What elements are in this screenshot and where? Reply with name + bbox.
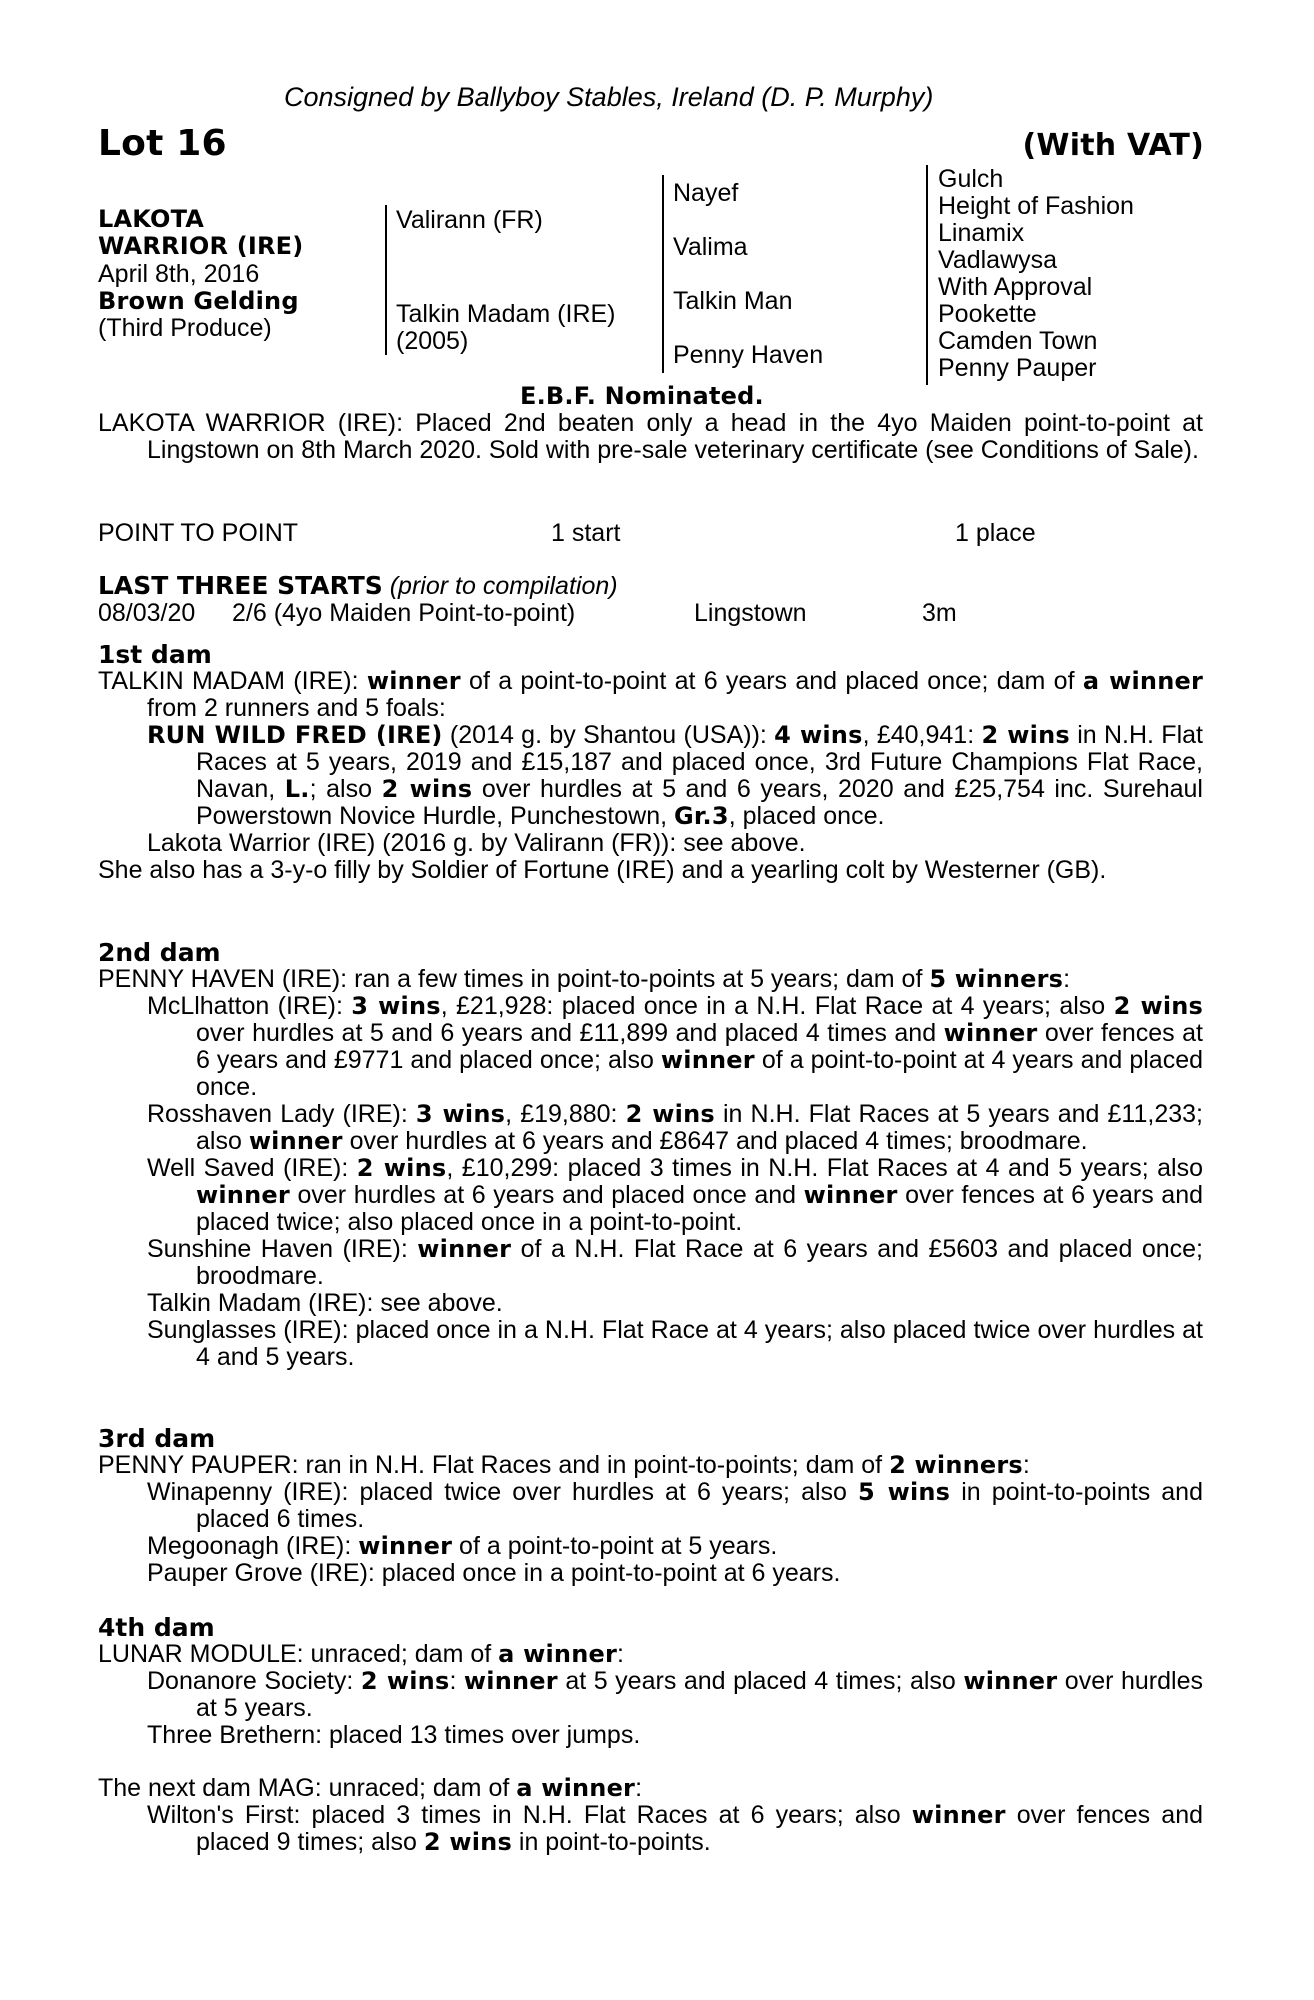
dam2-progeny-sunglasses: Sunglasses (IRE): placed once in a N.H. Flat Race at 4 years; also placed twice over hurdles at 4 and 5 years. <box>147 1316 1203 1371</box>
record-starts: 1 start <box>551 519 621 547</box>
dam3-progeny-winapenny: Winapenny (IRE): placed twice over hurdles at 6 years; also 5 wins in point-to-points and placed 6 times. <box>147 1478 1203 1533</box>
pedigree-gen3-4: Vadlawysa <box>938 246 1058 274</box>
pedigree-bracket-3 <box>926 165 928 385</box>
next-dam-summary: The next dam MAG: unraced; dam of a winner: <box>98 1774 643 1802</box>
dam2-progeny-talkin-madam: Talkin Madam (IRE): see above. <box>147 1289 503 1317</box>
dam2-summary: PENNY HAVEN (IRE): ran a few times in point-to-points at 5 years; dam of 5 winners: <box>98 965 1071 993</box>
foaling-date: April 8th, 2016 <box>98 260 260 288</box>
dam2-section <box>98 939 1203 1371</box>
dam4-heading: 4th dam <box>98 1613 215 1642</box>
pedigree-gen3-2: Height of Fashion <box>938 192 1134 220</box>
dam2-progeny-mcllhatton: McLlhatton (IRE): 3 wins, £21,928: placed once in a N.H. Flat Race at 4 years; also 2 wins over hurdles at 5 and 6 years and £11,899 and placed 4 times and winner over fences at 6 years and £9771 and placed once; also winner of a point-to-point at 4 years and placed once. <box>147 992 1204 1101</box>
dam1-heading: 1st dam <box>98 640 212 669</box>
pedigree-bracket-2 <box>662 175 664 373</box>
dam2-heading: 2nd dam <box>98 938 221 967</box>
pedigree-gen3-1: Gulch <box>938 165 1004 193</box>
start-distance: 3m <box>922 599 957 627</box>
pedigree-gen3-8: Penny Pauper <box>938 354 1097 382</box>
next-dam-section <box>98 1775 1203 1856</box>
dam3-summary: PENNY PAUPER: ran in N.H. Flat Races and in point-to-points; dam of 2 winners: <box>98 1451 1030 1479</box>
dam2-progeny-sunshine-haven: Sunshine Haven (IRE): winner of a N.H. Flat Race at 6 years and £5603 and placed once; broodmare. <box>147 1235 1203 1290</box>
start-result: 2/6 (4yo Maiden Point-to-point) <box>232 599 576 627</box>
start-date: 08/03/20 <box>98 599 196 627</box>
horse-name-line1: LAKOTA <box>98 205 205 233</box>
horse-sex: Brown Gelding <box>98 287 299 315</box>
last-three-heading: LAST THREE STARTS (prior to compilation) <box>98 571 618 600</box>
dam1-section <box>98 641 1203 884</box>
dam1-progeny-lakota: Lakota Warrior (IRE) (2016 g. by Valirann (FR)): see above. <box>147 829 806 857</box>
dam2-progeny-well-saved: Well Saved (IRE): 2 wins, £10,299: placed 3 times in N.H. Flat Races at 4 and 5 years; also winner over hurdles at 6 years and placed once and winner over fences at 6 years and placed twice; also placed once in a point-to-point. <box>147 1154 1204 1236</box>
pedigree-sire: Valirann (FR) <box>396 206 543 234</box>
pedigree-gen3-6: Pookette <box>938 300 1037 328</box>
lot-number: Lot 16 <box>98 123 227 164</box>
dam1-summary: TALKIN MADAM (IRE): winner of a point-to-point at 6 years and placed once; dam of a winner from 2 runners and 5 foals: <box>98 667 1203 722</box>
pedigree-bracket-1 <box>385 205 387 355</box>
pedigree-dam: Talkin Madam (IRE) <box>396 300 616 328</box>
dam1-also: She also has a 3-y-o filly by Soldier of Fortune (IRE) and a yearling colt by Westerner (GB). <box>98 856 1107 884</box>
dam4-progeny-donanore-society: Donanore Society: 2 wins: winner at 5 years and placed 4 times; also winner over hurdles at 5 years. <box>147 1667 1203 1722</box>
start-course: Lingstown <box>694 599 807 627</box>
dam3-progeny-pauper-grove: Pauper Grove (IRE): placed once in a point-to-point at 6 years. <box>147 1559 841 1587</box>
dam1-progeny-run-wild-fred: RUN WILD FRED (IRE) (2014 g. by Shantou (USA)): 4 wins, £40,941: 2 wins in N.H. Flat Races at 5 years, 2019 and £15,187 and placed once, 3rd Future Champions Flat Race, Navan, L.; also 2 wins over hurdles at 5 and 6 years, 2020 and £25,754 inc. Surehaul Powerstown Novice Hurdle, Punchestown, Gr.3, placed once. <box>147 721 1203 830</box>
dam4-summary: LUNAR MODULE: unraced; dam of a winner: <box>98 1640 624 1668</box>
pedigree-gen2-2: Valima <box>673 233 748 261</box>
pedigree-gen2-1: Nayef <box>673 179 739 207</box>
record-label: POINT TO POINT <box>98 519 299 547</box>
pedigree-gen3-3: Linamix <box>938 219 1025 247</box>
pedigree-gen2-3: Talkin Man <box>673 287 793 315</box>
pedigree-gen3-5: With Approval <box>938 273 1093 301</box>
dam2-progeny-rosshaven-lady: Rosshaven Lady (IRE): 3 wins, £19,880: 2 wins in N.H. Flat Races at 5 years and £11,233; also winner over hurdles at 6 years and £8647 and placed 4 times; broodmare. <box>147 1100 1203 1155</box>
pedigree-gen2-4: Penny Haven <box>673 341 824 369</box>
pedigree-dam-year: (2005) <box>396 327 469 355</box>
next-dam-progeny-wiltons-first: Wilton's First: placed 3 times in N.H. Flat Races at 6 years; also winner over fences and placed 9 times; also 2 wins in point-to-points. <box>147 1801 1204 1856</box>
record-places: 1 place <box>955 519 1036 547</box>
dam3-heading: 3rd dam <box>98 1424 216 1453</box>
horse-name-line2: WARRIOR (IRE) <box>98 232 304 260</box>
vat-note: (With VAT) <box>1022 128 1204 163</box>
intro-paragraph: LAKOTA WARRIOR (IRE): Placed 2nd beaten only a head in the 4yo Maiden point-to-point at Lingstown on 8th March 2020. Sold with pre-sale veterinary certificate (see Conditions of Sale). <box>98 409 1203 464</box>
pedigree-gen3-7: Camden Town <box>938 327 1098 355</box>
dam4-progeny-three-brethern: Three Brethern: placed 13 times over jumps. <box>147 1721 641 1749</box>
consigned-line: Consigned by Ballyboy Stables, Ireland (D. P. Murphy) <box>284 82 934 112</box>
ebf-nominated: E.B.F. Nominated. <box>520 382 764 410</box>
produce-note: (Third Produce) <box>98 314 272 342</box>
dam3-section <box>98 1425 1203 1587</box>
dam3-progeny-megoonagh: Megoonagh (IRE): winner of a point-to-point at 5 years. <box>147 1532 778 1560</box>
dam4-section <box>98 1614 1203 1749</box>
